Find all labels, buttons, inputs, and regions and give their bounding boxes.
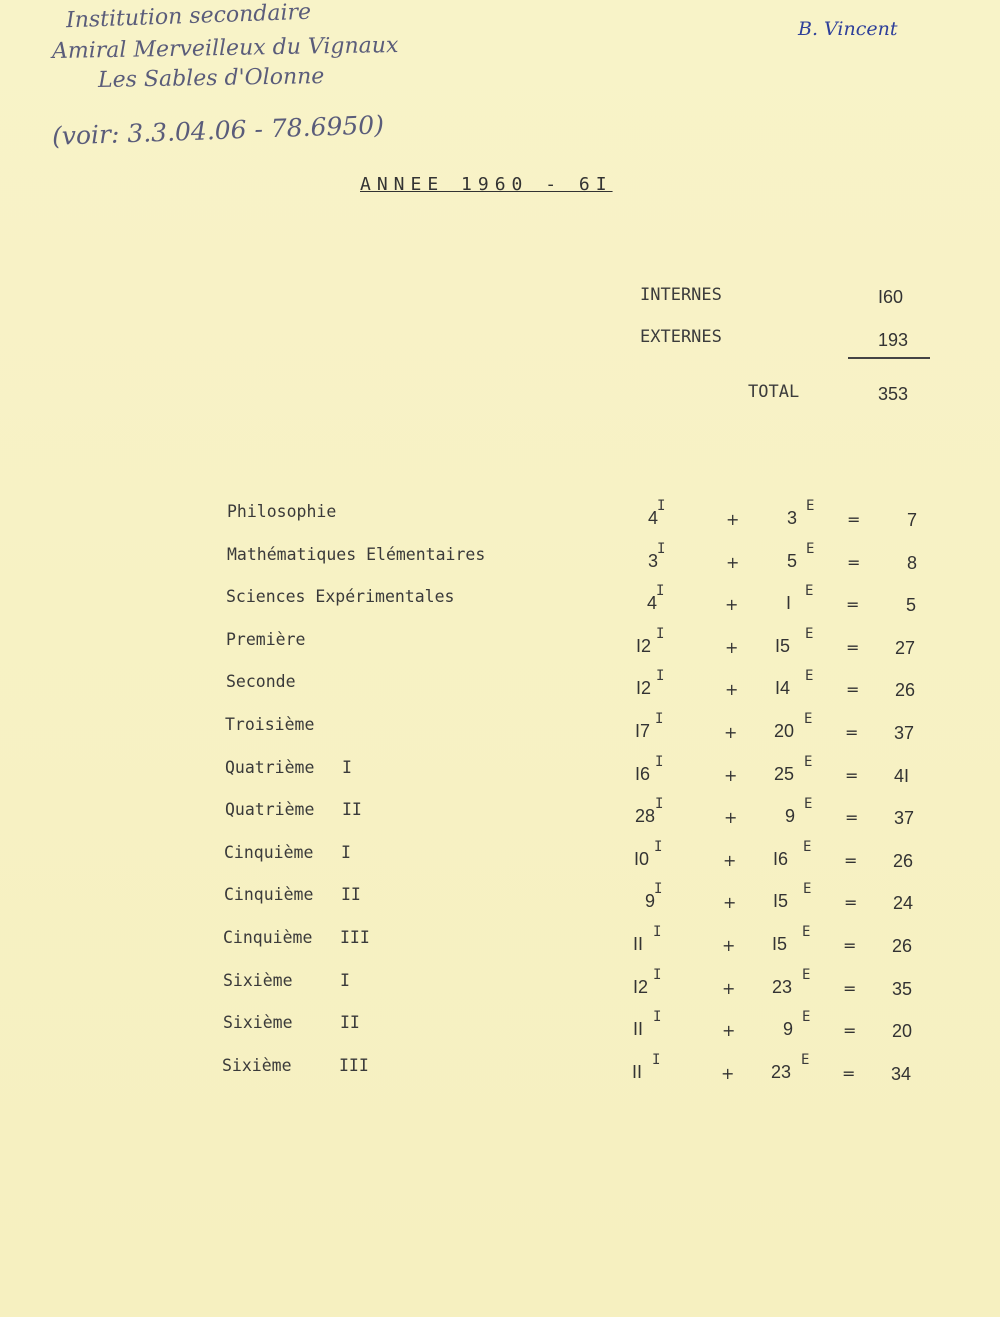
internes-count: I2	[633, 977, 649, 997]
internes-mark: I	[656, 583, 665, 599]
externes-count: I4	[775, 678, 791, 698]
class-total: 24	[893, 893, 914, 913]
class-section: II	[341, 885, 361, 904]
handwritten-reference: (voir: 3.3.04.06 - 78.6950)	[51, 110, 385, 151]
plus-sign: +	[722, 936, 736, 955]
externes-count: 23	[771, 1062, 792, 1082]
externes-mark: E	[805, 668, 814, 684]
internes-count: I7	[635, 721, 651, 741]
class-total: 8	[907, 553, 918, 573]
plus-sign: +	[724, 766, 738, 785]
externes-mark: E	[806, 541, 815, 557]
internes-count: 28	[635, 806, 656, 826]
internes-count: II	[633, 1019, 644, 1039]
equals-sign: =	[842, 1064, 856, 1083]
internes-count: II	[632, 1062, 643, 1082]
class-section: III	[339, 1056, 369, 1075]
class-name: Sixième	[223, 971, 293, 990]
externes-count: 25	[774, 764, 795, 784]
class-name: Quatrième	[225, 800, 315, 819]
class-total: 7	[907, 510, 918, 530]
class-total: 34	[891, 1064, 912, 1084]
class-section: I	[340, 971, 350, 990]
externes-mark: E	[803, 839, 812, 855]
internes-mark: I	[653, 924, 662, 940]
table-row	[0, 668, 1000, 702]
equals-sign: =	[846, 680, 860, 699]
plus-sign: +	[724, 723, 738, 742]
internes-mark: I	[655, 754, 664, 770]
externes-count: 23	[772, 977, 793, 997]
class-total: 26	[895, 680, 916, 700]
internes-count: 4	[648, 508, 659, 528]
table-row	[0, 967, 1000, 1001]
signature: B. Vincent	[798, 18, 898, 40]
plus-sign: +	[723, 851, 737, 870]
equals-sign: =	[844, 893, 858, 912]
class-name: Seconde	[226, 672, 296, 691]
table-row	[0, 1009, 1000, 1043]
internes-mark: I	[653, 967, 662, 983]
externes-count: I5	[773, 891, 789, 911]
externes-count: 20	[774, 721, 795, 741]
internes-count: I2	[636, 678, 652, 698]
internes-mark: I	[652, 1052, 661, 1068]
class-name: Mathématiques Elémentaires	[227, 545, 486, 564]
table-row	[0, 839, 1000, 873]
plus-sign: +	[721, 1064, 735, 1083]
class-name: Cinquième	[223, 928, 313, 947]
table-row	[0, 583, 1000, 617]
handwritten-city: Les Sables d'Olonne	[97, 64, 325, 93]
class-total: 20	[892, 1021, 913, 1041]
externes-count: 5	[787, 551, 798, 571]
internes-mark: I	[657, 541, 666, 557]
internes-count: I0	[634, 849, 650, 869]
class-name: Sixième	[223, 1013, 293, 1032]
internes-mark: I	[655, 711, 664, 727]
class-total: 37	[894, 723, 915, 743]
class-name: Première	[226, 630, 306, 649]
table-row	[0, 711, 1000, 745]
class-section: II	[342, 800, 362, 819]
class-name: Cinquième	[224, 843, 314, 862]
sum-divider	[848, 357, 930, 359]
class-total: 26	[893, 851, 914, 871]
class-total: 35	[892, 979, 913, 999]
externes-mark: E	[804, 796, 813, 812]
externes-count: I5	[772, 934, 788, 954]
class-name: Sixième	[222, 1056, 292, 1075]
class-name: Troisième	[225, 715, 315, 734]
internes-count: I6	[635, 764, 651, 784]
plus-sign: +	[725, 638, 739, 657]
plus-sign: +	[725, 595, 739, 614]
externes-count: I6	[773, 849, 789, 869]
class-total: 4I	[894, 766, 910, 786]
class-name: Philosophie	[227, 502, 337, 521]
externes-mark: E	[804, 754, 813, 770]
externes-count: 9	[785, 806, 796, 826]
internes-count: 3	[648, 551, 659, 571]
internes-mark: I	[655, 796, 664, 812]
equals-sign: =	[845, 808, 859, 827]
equals-sign: =	[845, 766, 859, 785]
internes-count: 4	[647, 593, 658, 613]
plus-sign: +	[724, 808, 738, 827]
plus-sign: +	[722, 979, 736, 998]
internes-count: II	[633, 934, 644, 954]
handwritten-school-name: Amiral Merveilleux du Vignaux	[51, 32, 399, 65]
class-section: II	[340, 1013, 360, 1032]
internes-mark: I	[653, 1009, 662, 1025]
equals-sign: =	[847, 553, 861, 572]
externes-count: 3	[787, 508, 798, 528]
plus-sign: +	[722, 1021, 736, 1040]
internes-value: I60	[878, 287, 904, 307]
internes-count: 9	[645, 891, 656, 911]
internes-mark: I	[654, 839, 663, 855]
table-row	[0, 1052, 1000, 1086]
page-title: ANNEE 1960 - 6I	[360, 174, 613, 195]
table-row	[0, 626, 1000, 660]
table-row	[0, 754, 1000, 788]
plus-sign: +	[726, 510, 740, 529]
plus-sign: +	[725, 680, 739, 699]
internes-label: INTERNES	[640, 285, 722, 305]
class-total: 27	[895, 638, 916, 658]
externes-mark: E	[802, 924, 811, 940]
plus-sign: +	[723, 893, 737, 912]
internes-mark: I	[656, 626, 665, 642]
externes-count: I	[786, 593, 792, 613]
externes-mark: E	[805, 583, 814, 599]
externes-label: EXTERNES	[640, 327, 722, 347]
class-name: Quatrième	[225, 758, 315, 777]
equals-sign: =	[843, 979, 857, 998]
internes-mark: I	[654, 881, 663, 897]
externes-mark: E	[803, 881, 812, 897]
equals-sign: =	[843, 1021, 857, 1040]
equals-sign: =	[844, 851, 858, 870]
internes-mark: I	[656, 668, 665, 684]
total-label: TOTAL	[748, 382, 800, 402]
table-row	[0, 924, 1000, 958]
total-value: 353	[878, 384, 909, 404]
table-row	[0, 796, 1000, 830]
equals-sign: =	[846, 638, 860, 657]
internes-count: I2	[636, 636, 652, 656]
plus-sign: +	[726, 553, 740, 572]
externes-mark: E	[806, 498, 815, 514]
table-row	[0, 541, 1000, 575]
class-total: 37	[894, 808, 915, 828]
internes-mark: I	[657, 498, 666, 514]
externes-value: 193	[878, 330, 909, 350]
externes-mark: E	[805, 626, 814, 642]
externes-mark: E	[802, 1009, 811, 1025]
class-total: 26	[892, 936, 913, 956]
class-section: III	[340, 928, 370, 947]
externes-mark: E	[804, 711, 813, 727]
equals-sign: =	[845, 723, 859, 742]
class-section: I	[341, 843, 351, 862]
table-row	[0, 881, 1000, 915]
class-name: Cinquième	[224, 885, 314, 904]
externes-mark: E	[802, 967, 811, 983]
class-section: I	[342, 758, 352, 777]
externes-mark: E	[801, 1052, 810, 1068]
table-row	[0, 498, 1000, 532]
externes-count: 9	[783, 1019, 794, 1039]
equals-sign: =	[843, 936, 857, 955]
class-total: 5	[906, 595, 917, 615]
handwritten-institution: Institution secondaire	[65, 0, 312, 34]
class-name: Sciences Expérimentales	[226, 587, 455, 606]
equals-sign: =	[847, 510, 861, 529]
equals-sign: =	[846, 595, 860, 614]
externes-count: I5	[775, 636, 791, 656]
